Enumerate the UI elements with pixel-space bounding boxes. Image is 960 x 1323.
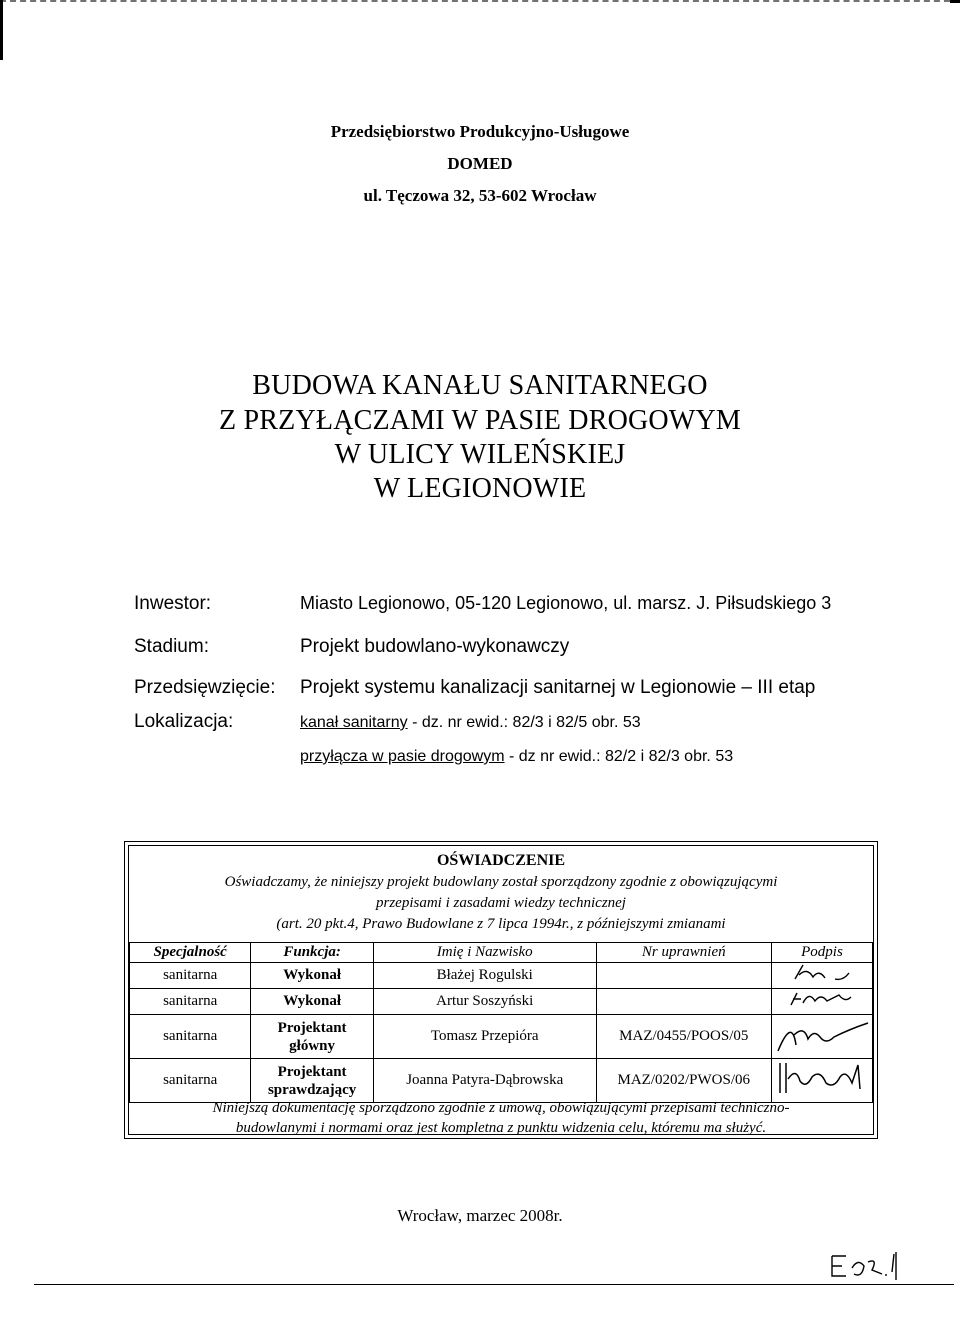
row-signature (771, 989, 872, 1015)
declaration-text-1: Oświadczamy, że niniejszy projekt budowlany został sporządzony zgodnie z obowiązującymi (224, 874, 778, 890)
row-name: Artur Soszyński (373, 989, 596, 1015)
location-line-2 (300, 748, 733, 766)
company-brand: DOMED (447, 154, 513, 173)
row-function-line-1: Projektant (277, 1063, 347, 1080)
table-row (130, 1059, 873, 1103)
row-function-line-2: główny (289, 1037, 336, 1054)
scan-edge-top (0, 0, 960, 4)
row-function: Wykonał (251, 989, 374, 1015)
signature-table (129, 942, 873, 1103)
declaration-footer-1: Niniejszą dokumentację sporządzono zgodnie z umową, obowiązującymi przepisami techniczno- (212, 1100, 790, 1116)
scan-edge-corner (950, 0, 960, 3)
signature-image (777, 963, 867, 983)
location-line-2-underlined: przyłącza w pasie drogowym (300, 748, 505, 765)
location-line-1-rest: - dz. nr ewid.: 82/3 i 82/5 obr. 53 (407, 714, 641, 731)
investor-label: Inwestor: (134, 593, 212, 614)
table-header-row (130, 943, 873, 963)
stage-label: Stadium: (134, 636, 209, 657)
declaration-footer-2: budowlanymi i normami oraz jest kompletna z punktu widzenia celu, któremu ma służyć. (235, 1120, 767, 1136)
declaration-box (124, 841, 878, 1139)
company-name: Przedsiębiorstwo Produkcyjno-Usługowe (330, 122, 630, 141)
declaration-inner (128, 845, 874, 1135)
row-specialty: sanitarna (130, 1059, 251, 1103)
table-row (130, 989, 873, 1015)
header-signature: Podpis (771, 943, 872, 963)
table-row (130, 1015, 873, 1059)
declaration-text-2: przepisami i zasadami wiedzy technicznej (376, 895, 626, 911)
declaration-heading: OŚWIADCZENIE (436, 852, 566, 869)
place-date: Wrocław, marzec 2008r. (397, 1206, 563, 1225)
signature-image (774, 1059, 870, 1097)
row-function (251, 1059, 374, 1103)
investor-value: Miasto Legionowo, 05-120 Legionowo, ul. marsz. J. Piłsudskiego 3 (300, 593, 832, 613)
location-line-2-rest: - dz nr ewid.: 82/2 i 82/3 obr. 53 (504, 748, 734, 765)
signature-image (774, 1015, 870, 1053)
row-signature (771, 1015, 872, 1059)
bottom-rule (34, 1284, 954, 1285)
location-line-1-underlined: kanał sanitarny (300, 714, 408, 731)
header-function: Funkcja: (251, 943, 374, 963)
copy-mark (828, 1250, 908, 1290)
declaration-text-3: (art. 20 pkt.4, Prawo Budowlane z 7 lipca 1994r., z późniejszymi zmianami (276, 916, 726, 932)
row-license: MAZ/0202/PWOS/06 (596, 1059, 771, 1103)
row-signature (771, 963, 872, 989)
row-function: Wykonał (251, 963, 374, 989)
row-specialty: sanitarna (130, 1015, 251, 1059)
header-specialty: Specjalność (130, 943, 251, 963)
row-specialty: sanitarna (130, 963, 251, 989)
row-specialty: sanitarna (130, 989, 251, 1015)
location-line-1 (300, 714, 641, 732)
row-license (596, 963, 771, 989)
row-license: MAZ/0455/POOS/05 (596, 1015, 771, 1059)
title-line-1: BUDOWA KANAŁU SANITARNEGO (252, 370, 708, 401)
row-license (596, 989, 771, 1015)
title-line-4: W LEGIONOWIE (373, 473, 587, 504)
stage-value: Projekt budowlano-wykonawczy (300, 636, 570, 657)
title-line-2: Z PRZYŁĄCZAMI W PASIE DROGOWYM (219, 405, 741, 436)
project-label: Przedsięwzięcie: (134, 677, 276, 698)
signature-image (777, 989, 867, 1009)
company-address: ul. Tęczowa 32, 53-602 Wrocław (363, 186, 597, 205)
table-row (130, 963, 873, 989)
row-function (251, 1015, 374, 1059)
scan-edge-left (0, 0, 3, 60)
row-signature (771, 1059, 872, 1103)
project-value: Projekt systemu kanalizacji sanitarnej w Legionowie – III etap (300, 677, 816, 698)
row-name: Tomasz Przepióra (373, 1015, 596, 1059)
row-name: Joanna Patyra-Dąbrowska (373, 1059, 596, 1103)
row-function-line-2: sprawdzający (267, 1081, 357, 1098)
copy-mark-image (828, 1250, 908, 1284)
title-line-3: W ULICY WILEŃSKIEJ (334, 439, 626, 470)
row-name: Błażej Rogulski (373, 963, 596, 989)
header-name: Imię i Nazwisko (373, 943, 596, 963)
row-function-line-1: Projektant (277, 1019, 347, 1036)
header-license: Nr uprawnień (596, 943, 771, 963)
location-label: Lokalizacja: (134, 711, 234, 732)
